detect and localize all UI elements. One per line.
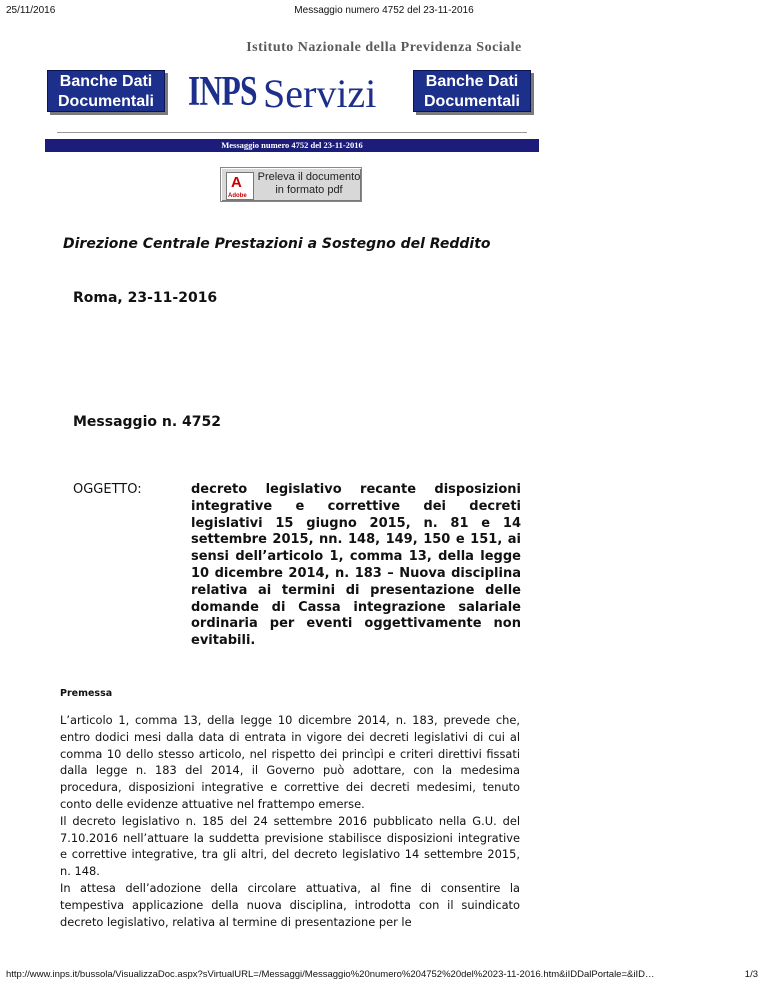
download-pdf-label [257, 171, 361, 197]
banche-dati-logo-right[interactable] [413, 70, 531, 112]
message-number: Messaggio n. 4752 [73, 414, 221, 430]
print-footer-url: http://www.inps.it/bussola/VisualizzaDoc.aspx?sVirtualURL=/Messaggi/Messaggio%20numero%204752%20del%2023-11-2016.htm&iIDDalPortale=&iID… [6, 969, 655, 980]
adobe-icon-text: Adobe [228, 193, 247, 199]
oggetto-text: decreto legislativo recante disposizioni integrative e correttive dei decreti legislativi 15 giugno 2015, n. 81 e 14 settembre 2015, nn. 148, 149, 150 e 151, ai sensi dell’articolo 1, comma 13, della legge 10 dicembre 2014, n. 183 – Nuova disciplina relativa ai termini di presentazione delle domande di Cassa integrazione salariale ordinaria per eventi oggettivamente non evitabili. [191, 482, 521, 649]
body-text [60, 712, 520, 930]
download-pdf-button[interactable] [220, 167, 362, 202]
inps-servizi-logo [188, 70, 408, 114]
message-title-bar: Messaggio numero 4752 del 23-11-2016 [45, 139, 539, 152]
adobe-icon-letter: A [231, 174, 242, 191]
adobe-pdf-icon [226, 172, 254, 200]
institute-name: Istituto Nazionale della Previdenza Sociale [246, 40, 522, 55]
download-pdf-label-line1: Preleva il documento [257, 171, 361, 183]
body-paragraph: In attesa dell’adozione della circolare attuativa, al fine di consentire la tempestiva applicazione della nuova disciplina, introdotta con il suindicato decreto legislativo, relativa al termine di presentazione per le [60, 880, 520, 929]
banche-dati-logo-line2: Documentali [57, 93, 154, 110]
inps-logo-text: INPS [188, 69, 257, 115]
print-footer-page: 1/3 [744, 969, 758, 980]
print-header-title: Messaggio numero 4752 del 23-11-2016 [294, 5, 474, 16]
banche-dati-logo-line2: Documentali [423, 93, 520, 110]
body-paragraph: Il decreto legislativo n. 185 del 24 settembre 2016 pubblicato nella G.U. del 7.10.2016 nell’attuare la suddetta previsione stabilisce disposizioni integrative e correttive integrative, tra gli altri, del decreto legislativo 14 settembre 2015, n. 148. [60, 813, 520, 879]
direzione-heading: Direzione Centrale Prestazioni a Sostegno del Reddito [63, 236, 491, 252]
body-paragraph: L’articolo 1, comma 13, della legge 10 dicembre 2014, n. 183, prevede che, entro dodici mesi dalla data di entrata in vigore dei decreti legislativi di cui al comma 10 dello stesso articolo, nel rispetto dei princìpi e criteri direttivi fissati dalla legge n. 183 del 2014, il Governo può adottare, con la medesima procedura, disposizioni integrative e correttive dei decreti medesimi, tenuto conto delle evidenze attuative nel frattempo emerse. [60, 713, 520, 811]
header-divider [57, 132, 527, 133]
section-heading-premessa: Premessa [60, 688, 113, 699]
place-date: Roma, 23-11-2016 [73, 290, 218, 306]
banche-dati-logo-left[interactable] [47, 70, 165, 112]
print-header-date: 25/11/2016 [6, 5, 56, 16]
banche-dati-logo-line1: Banche Dati [59, 73, 153, 90]
download-pdf-label-line2: in formato pdf [275, 184, 343, 196]
servizi-logo-text: Servizi [263, 71, 377, 116]
oggetto-label: OGGETTO: [73, 482, 142, 497]
banche-dati-logo-line1: Banche Dati [425, 73, 519, 90]
